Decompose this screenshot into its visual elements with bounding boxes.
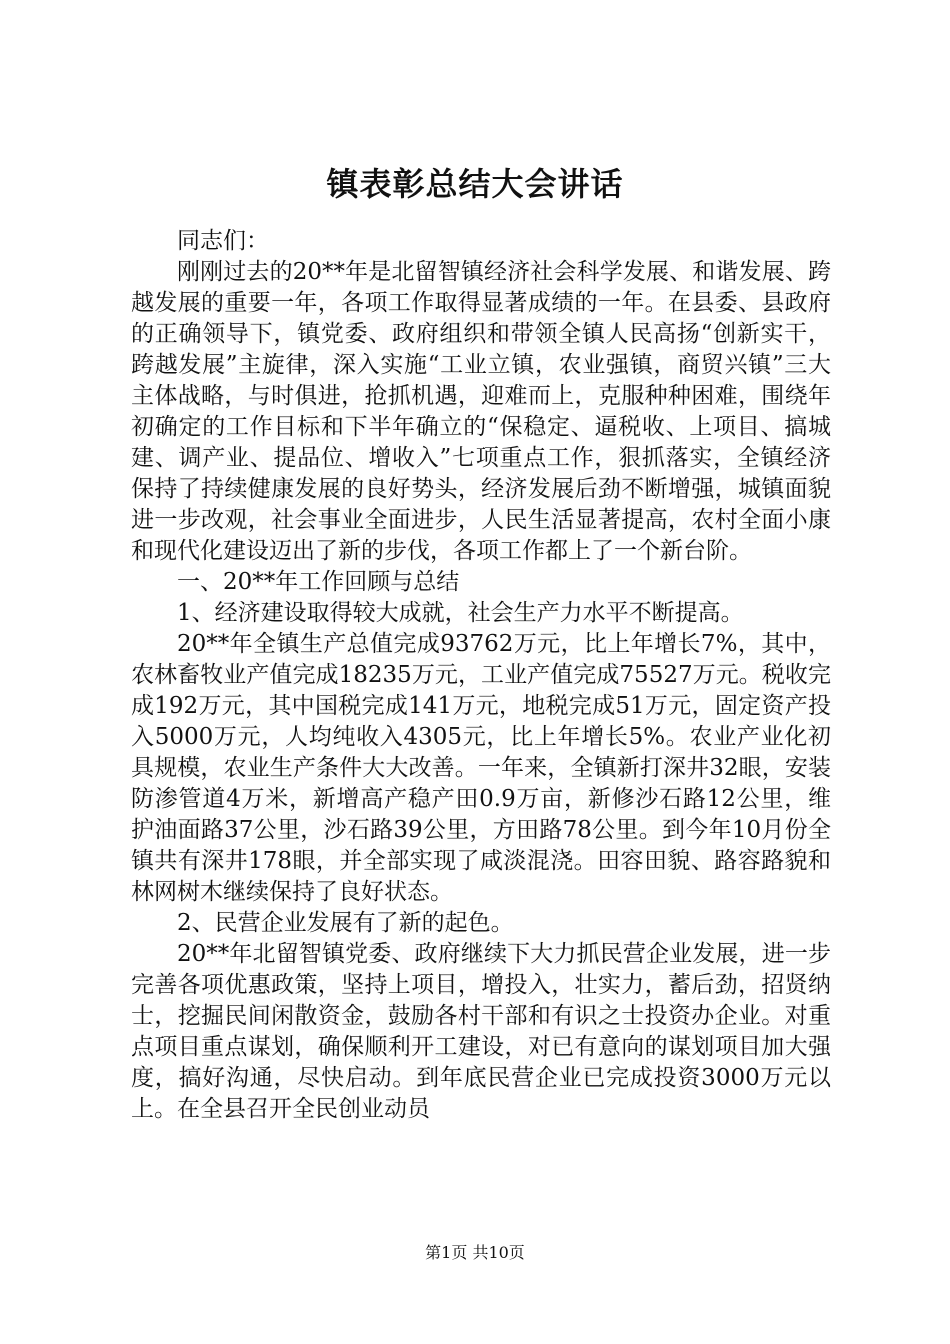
paragraph: 20**年北留智镇党委、政府继续下大力抓民营企业发展，进一步完善各项优惠政策，坚持上项目，增投入，壮实力，蓄后劲，招贤纳士，挖掘民间闲散资金，鼓励各村干部和有识之士投资办企业。对重点项目重点谋划，确保顺利开工建设，对已有意向的谋划项目加大强度，搞好沟通，尽快启动。到年底民营企业已完成投资3000万元以上。在全县召开全民创业动员 [131, 941, 831, 1122]
paragraph: 20**年全镇生产总值完成93762万元，比上年增长7%，其中，农林畜牧业产值完成18235万元，工业产值完成75527万元。税收完成192万元，其中国税完成141万元，地税完成51万元，固定资产投入5000万元，人均纯收入4305元，比上年增长5%。农业产业化初具规模，农业生产条件大大改善。一年来，全镇新打深井32眼，安装防渗管道4万米，新增高产稳产田0.9万亩，新修沙石路12公里，维护油面路37公里，沙石路39公里，方田路78公里。到今年10月份全镇共有深井178眼，并全部实现了咸淡混浇。田容田貌、路容路貌和林网树木继续保持了良好状态。 [131, 631, 831, 905]
section-heading: 一、20**年工作回顾与总结 [177, 569, 460, 595]
document-title: 镇表彰总结大会讲话 [326, 165, 624, 203]
paragraph: 刚刚过去的20**年是北留智镇经济社会科学发展、和谐发展、跨越发展的重要一年，各项工作取得显著成绩的一年。在县委、县政府的正确领导下，镇党委、政府组织和带领全镇人民高扬“创新实干，跨越发展”主旋律，深入实施“工业立镇，农业强镇，商贸兴镇”三大主体战略，与时俱进，抢抓机遇，迎难而上，克服种种困难，围绕年初确定的工作目标和下半年确立的“保稳定、逼税收、上项目、搞城建、调产业、提品位、增收入”七项重点工作，狠抓落实，全镇经济保持了持续健康发展的良好势头，经济发展后劲不断增强，城镇面貌进一步改观，社会事业全面进步，人民生活显著提高，农村全面小康和现代化建设迈出了新的步伐，各项工作都上了一个新台阶。 [131, 259, 831, 564]
page-number-footer: 第1页 共10页 [425, 1243, 525, 1262]
salutation: 同志们： [177, 228, 269, 254]
subsection-heading: 1、经济建设取得较大成就，社会生产力水平不断提高。 [177, 600, 744, 626]
document-body [131, 226, 831, 1125]
subsection-heading: 2、民营企业发展有了新的起色。 [177, 910, 514, 936]
